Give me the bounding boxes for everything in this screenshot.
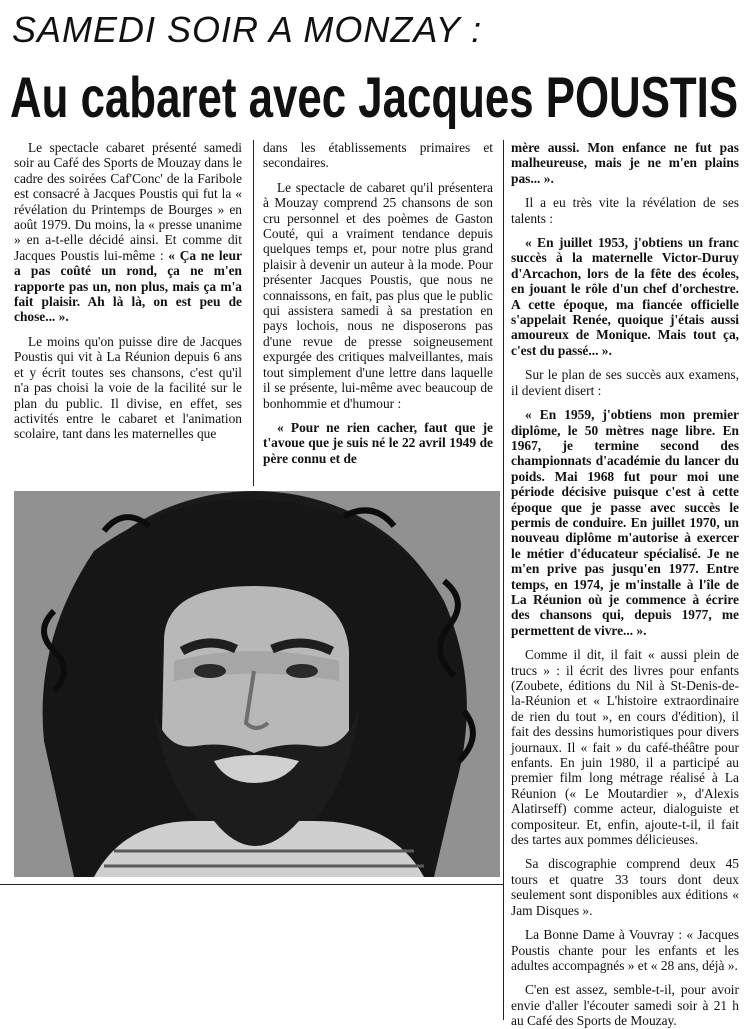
quote-paragraph: « Pour ne rien cacher, faut que je t'avoue que je suis né le 22 avril 1949 de père connu et de [263, 419, 493, 466]
paragraph: C'en est assez, semble-t-il, pour avoir envie d'aller l'écouter samedi soir à 21 h au Café des Sports de Mouzay. [511, 982, 739, 1029]
paragraph: Comme il dit, il fait « aussi plein de trucs » : il écrit des livres pour enfants (Zoubete, éditions du Nil à St-Denis-de-la-Réunion et « L'histoire extraordinaire de rien du tout », en cours d'édition), il fait des dessins humoristiques pour divers journaux. Il « fait » du café-théâtre pour enfants. En juin 1980, il a participé au premier film long métrage réalisé à La Réunion (« Le Moutardier », d'Alexis Alatirseff) comme acteur, dialoguiste et compositeur. Et, enfin, ajoute-t-il, il fait des tartes aux pommes délicieuses. [511, 647, 739, 848]
paragraph: Sur le plan de ses succès aux examens, il devient disert : [511, 367, 739, 398]
quote-paragraph: « En juillet 1953, j'obtiens un franc succès à la maternelle Victor-Duruy d'Arcachon, lors de la fête des écoles, en jouant le rôle d'un chef d'orchestre. A cette époque, ma fiancée officielle s'appelait Renée, quoique j'étais aussi amoureux de Monique. Mais tout ça, c'est du passé... ». [511, 235, 739, 358]
paragraph-text: Le spectacle cabaret présenté samedi soir au Café des Sports de Mouzay dans le cadre des soirées Caf'Conc' de la Faribole est consacré à Jacques Poustis qui fut la « révélation du Printemps de Bourges » en août 1979. Du moins, la « presse unanime » en a-t-elle décidé ainsi. Et comme dit Jacques Poustis lui-même : [14, 140, 242, 263]
paragraph: Sa discographie comprend deux 45 tours et quatre 33 tours dont deux seulement sont disponibles aux éditions « Jam Disques ». [511, 856, 739, 918]
paragraph: Il a eu très vite la révélation de ses talents : [511, 195, 739, 226]
paragraph: Le moins qu'on puisse dire de Jacques Poustis qui vit à La Réunion depuis 6 ans et y écrit toutes ses chansons, c'est qu'il n'a pas choisi la voie de la facilité sur le plan du public. Il divise, en effet, ses activités entre le cabaret et l'animation scolaire, tant dans les maternelles que [14, 333, 242, 442]
photo-bottom-rule [0, 884, 503, 885]
column-1 [14, 140, 242, 486]
headline: Au cabaret avec Jacques POUSTIS [10, 64, 739, 130]
column-rule-2 [503, 140, 504, 1020]
column-3 [511, 140, 739, 1029]
paragraph: La Bonne Dame à Vouvray : « Jacques Poustis chante pour les enfants et les adultes accompagnés » et « 28 ans, déjà ». [511, 927, 739, 973]
portrait-photo [14, 491, 500, 877]
paragraph: Le spectacle de cabaret qu'il présentera à Mouzay comprend 25 chansons de son cru personnel et des poèmes de Gaston Couté, qui a vraiment tendance depuis quelques temps et, pour notre plus grand plaisir à devenir un auteur à la mode. Pour présenter Jacques Poustis, que nous ne connaissons, en fait, pas plus que le public qui assistera samedi à sa prestation en pays lochois, nous ne disposerons pas d'une revue de presse soigneusement expurgée des critiques malveillantes, mais tout simplement d'une lettre dans laquelle il se présente, lui-même avec beaucoup de bonhommie et d'humour : [263, 179, 493, 411]
quote-paragraph: mère aussi. Mon enfance ne fut pas malheureuse, mais je ne m'en plains pas... ». [511, 140, 739, 186]
kicker: SAMEDI SOIR A MONZAY : [12, 9, 483, 50]
portrait-illustration [14, 491, 500, 877]
column-2 [263, 140, 493, 486]
paragraph [14, 140, 242, 325]
column-rule-1 [253, 140, 254, 486]
quote-text: « Ça ne leur a pas coûté un rond, ça ne m'en rapporte pas un, non plus, mais ça m'a fait plaisir. Ah là là, on est peu de chose... ». [14, 247, 242, 325]
paragraph: dans les établissements primaires et secondaires. [263, 140, 493, 171]
quote-paragraph: « En 1959, j'obtiens mon premier diplôme, le 50 mètres nage libre. En 1967, je termine second des championnats d'académie du lancer du poids. Mai 1968 fut pour moi une période décisive puisque c'est à cette époque que je passe avec succès le permis de conduire. En juillet 1970, un nouveau diplôme m'autorise à exercer le métier d'éducateur spécialisé. Je ne m'en prive pas jusqu'en 1977. Entre temps, en 1974, je m'installe à l'île de La Réunion où je commence à écrire des chansons qui, depuis 1977, me permettent de vivre... ». [511, 407, 739, 638]
